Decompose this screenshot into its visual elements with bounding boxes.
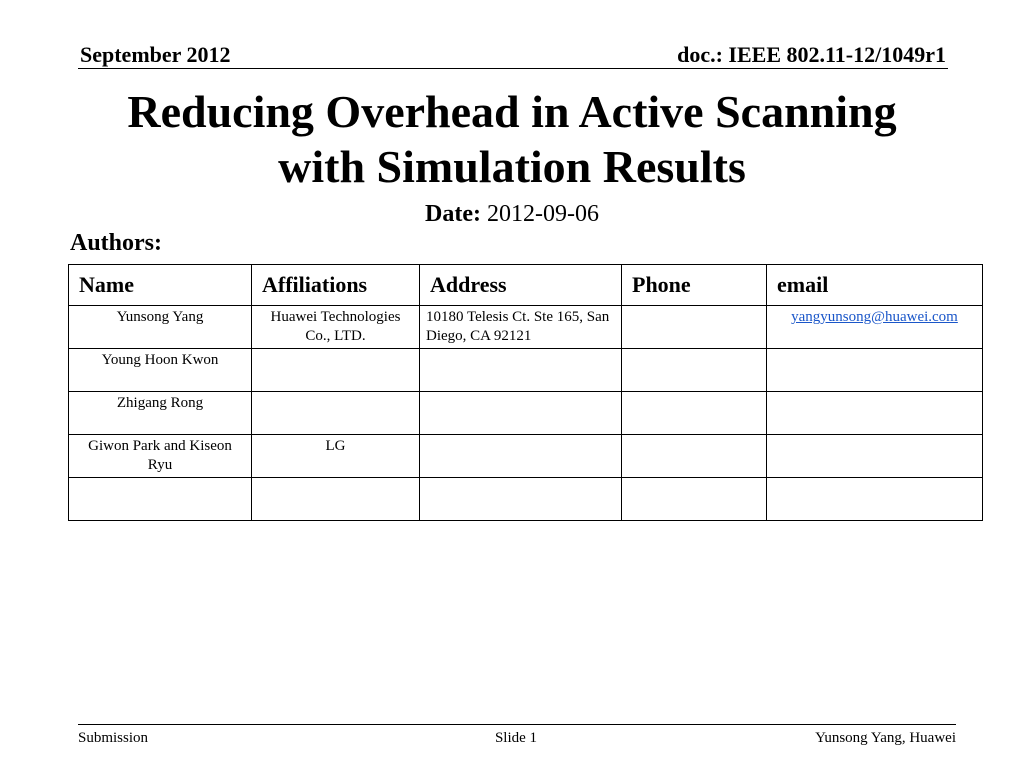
slide-title-line-1: Reducing Overhead in Active Scanning	[127, 86, 897, 137]
col-header-name: Name	[69, 265, 252, 306]
table-row	[69, 349, 983, 392]
table-row	[69, 478, 983, 521]
footer-divider	[78, 724, 956, 725]
header-doc-id: doc.: IEEE 802.11-12/1049r1	[677, 42, 946, 67]
footer-submission: Submission	[78, 730, 149, 746]
author-phone	[622, 349, 767, 392]
authors-table-header	[69, 265, 983, 306]
footer-slide-number: Slide 1	[494, 730, 538, 746]
slide-title-line-2: with Simulation Results	[278, 141, 746, 192]
author-affiliation	[252, 478, 420, 521]
author-name: Yunsong Yang	[69, 306, 252, 349]
author-email	[767, 392, 983, 435]
header-date: September 2012	[80, 42, 231, 67]
slide-title	[60, 84, 964, 194]
authors-heading: Authors:	[70, 230, 163, 256]
author-address	[420, 435, 622, 478]
col-header-address: Address	[420, 265, 622, 306]
header-divider	[78, 68, 948, 69]
footer-author: Yunsong Yang, Huawei	[815, 730, 956, 746]
author-name: Zhigang Rong	[69, 392, 252, 435]
author-address	[420, 349, 622, 392]
author-affiliation	[252, 349, 420, 392]
author-email	[767, 435, 983, 478]
author-address: 10180 Telesis Ct. Ste 165, San Diego, CA 92121	[420, 306, 622, 349]
author-phone	[622, 435, 767, 478]
author-email	[767, 349, 983, 392]
author-name	[69, 478, 252, 521]
author-phone	[622, 478, 767, 521]
table-row	[69, 306, 983, 349]
author-address	[420, 478, 622, 521]
author-address	[420, 392, 622, 435]
email-link[interactable]: yangyunsong@huawei.com	[791, 309, 958, 325]
table-row	[69, 392, 983, 435]
author-phone	[622, 306, 767, 349]
author-email	[767, 478, 983, 521]
col-header-affiliations: Affiliations	[252, 265, 420, 306]
date-value: 2012-09-06	[486, 201, 599, 227]
author-name: Young Hoon Kwon	[69, 349, 252, 392]
date-label: Date:	[425, 201, 481, 227]
col-header-phone: Phone	[622, 265, 767, 306]
author-affiliation: Huawei Technologies Co., LTD.	[252, 306, 420, 349]
author-affiliation	[252, 392, 420, 435]
col-header-email: email	[767, 265, 983, 306]
slide-date	[0, 199, 1024, 229]
authors-table	[68, 264, 983, 521]
author-affiliation: LG	[252, 435, 420, 478]
author-phone	[622, 392, 767, 435]
table-row	[69, 435, 983, 478]
author-name: Giwon Park and Kiseon Ryu	[69, 435, 252, 478]
author-email	[767, 306, 983, 349]
